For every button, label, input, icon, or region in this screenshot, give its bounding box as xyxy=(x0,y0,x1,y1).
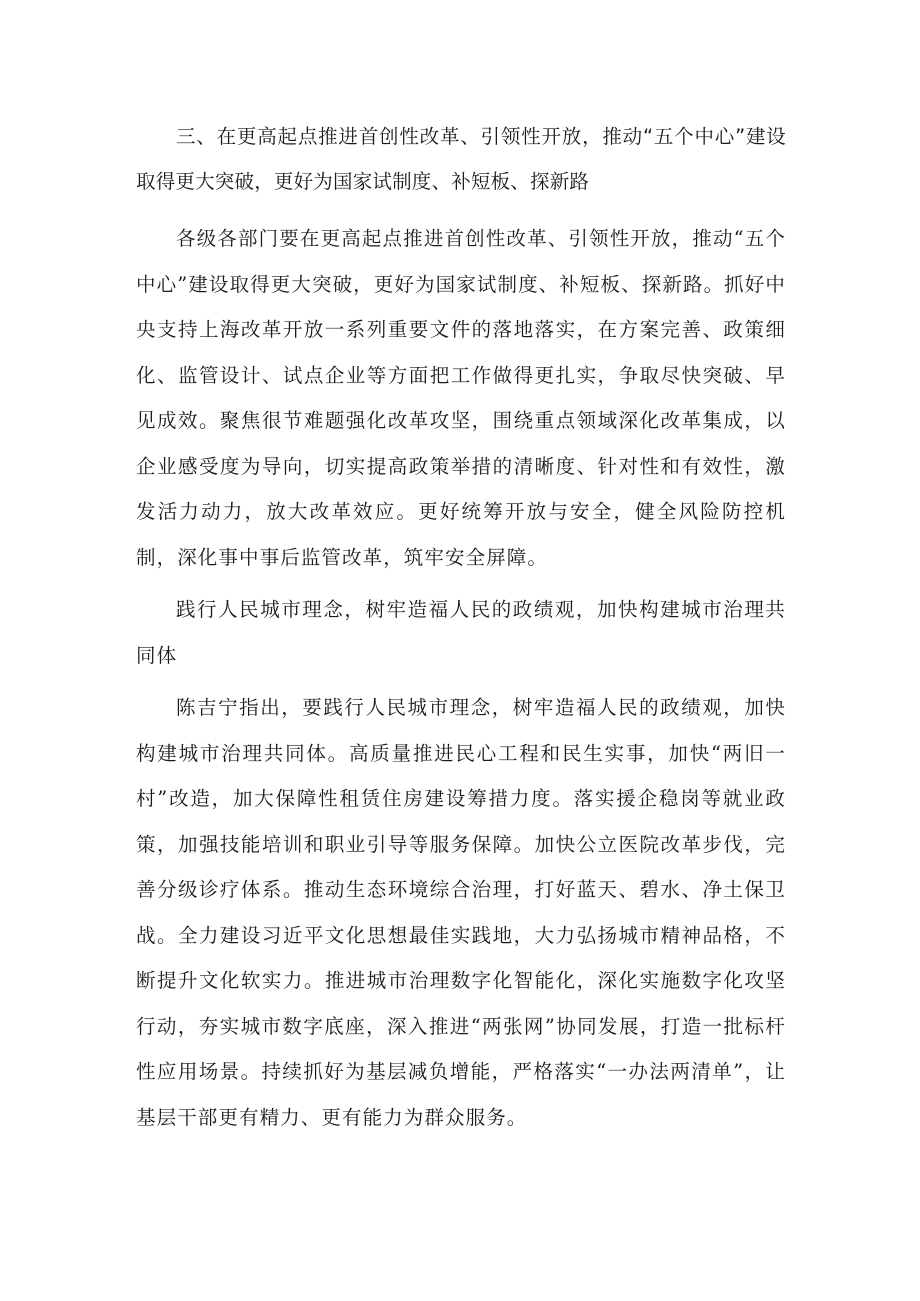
paragraph-city-governance: 陈吉宁指出，要践行人民城市理念，树牢造福人民的政绩观，加快构建城市治理共同体。高质量推进民心工程和民生实事，加快“两旧一村”改造，加大保障性租赁住房建设筹措力度。落实援企稳岗等就业政策，加强技能培训和职业引导等服务保障。加快公立医院改革步伐，完善分级诊疗体系。推动生态环境综合治理，打好蓝天、碧水、净土保卫战。全力建设习近平文化思想最佳实践地，大力弘扬城市精神品格，不断提升文化软实力。推进城市治理数字化智能化，深化实施数字化攻坚行动，夯实城市数字底座，深入推进“两张网”协同发展，打造一批标杆性应用场景。持续抓好为基层减负增能，严格落实“一办法两清单”，让基层干部更有精力、更有能力为群众服务。 xyxy=(136,696,786,1129)
paragraph-subheading: 践行人民城市理念，树牢造福人民的政绩观，加快构建城市治理共同体 xyxy=(136,598,786,667)
paragraph-reform: 各级各部门要在更高起点推进首创性改革、引领性开放，推动“五个中心”建设取得更大突破，更好为国家试制度、补短板、探新路。抓好中央支持上海改革开放一系列重要文件的落地落实，在方案完善、政策细化、监管设计、试点企业等方面把工作做得更扎实，争取尽快突破、早见成效。聚焦很节难题强化改革攻坚，围绕重点领域深化改革集成，以企业感受度为导向，切实提高政策举措的清晰度、针对性和有效性，激发活力动力，放大改革效应。更好统筹开放与安全，健全风险防控机制，深化事中事后监管改革，筑牢安全屏障。 xyxy=(136,227,786,569)
section-heading: 三、在更高起点推进首创性改革、引领性开放，推动“五个中心”建设取得更大突破，更好为国家试制度、补短板、探新路 xyxy=(136,125,786,193)
document-body xyxy=(136,114,786,1147)
